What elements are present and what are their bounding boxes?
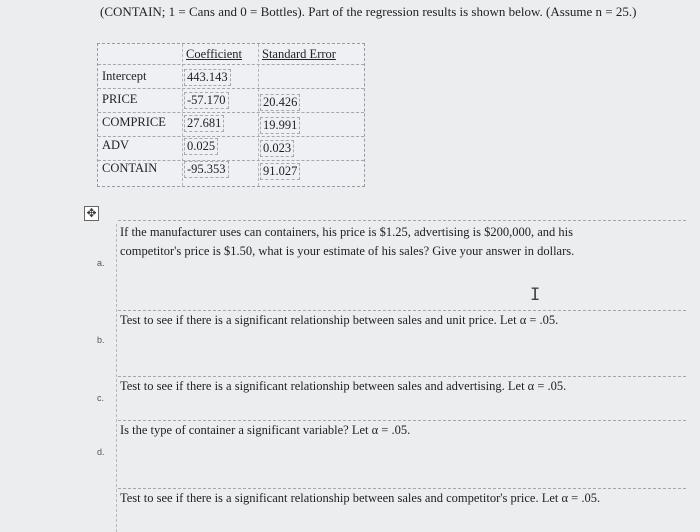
table-divider [98, 112, 364, 113]
table-divider [98, 136, 364, 137]
row-label-comprice: COMPRICE [102, 115, 166, 129]
question-c-text[interactable]: Test to see if there is a significant relationship between sales and advertising. Let α = .05. [120, 379, 567, 393]
se-comprice: 19.991 [260, 117, 300, 134]
question-b-text[interactable]: Test to see if there is a significant relationship between sales and unit price. Let α = .05. [120, 313, 559, 327]
row-label-contain: CONTAIN [102, 161, 158, 175]
table-divider [98, 88, 364, 89]
coef-adv: 0.025 [184, 138, 218, 155]
se-price: 20.426 [260, 94, 300, 111]
text-cursor-icon: I [530, 285, 541, 305]
question-margin [116, 224, 117, 532]
column-header-coefficient: Coefficient [186, 47, 242, 61]
question-e-text[interactable]: Test to see if there is a significant relationship between sales and competitor's price. Let α = .05. [120, 491, 601, 505]
problem-header: (CONTAIN; 1 = Cans and 0 = Bottles). Part of the regression results is shown below. (Assume n = 25.) [100, 4, 637, 19]
question-c-letter: c. [97, 393, 105, 403]
se-adv: 0.023 [260, 140, 294, 157]
question-b-letter: b. [97, 335, 105, 345]
row-label-price: PRICE [102, 92, 138, 106]
table-divider [258, 44, 259, 186]
coef-contain: -95.353 [184, 161, 229, 178]
table-divider [98, 64, 364, 65]
move-icon[interactable]: ✥ [84, 206, 99, 221]
column-header-standard-error: Standard Error [262, 47, 336, 61]
coef-intercept: 443.143 [184, 69, 231, 86]
question-d-text[interactable]: Is the type of container a significant variable? Let α = .05. [120, 423, 411, 437]
question-a-box [118, 220, 686, 221]
row-label-adv: ADV [102, 138, 130, 152]
coef-price: -57.170 [184, 92, 229, 109]
question-a-text[interactable]: If the manufacturer uses can containers, his price is $1.25, advertising is $200,000, and his competitor's price is $1.50, what is your estimate of his sales? Give your answer in dollars. [120, 225, 575, 258]
question-a-letter: a. [97, 258, 105, 268]
table-divider [182, 44, 183, 186]
coef-comprice: 27.681 [184, 115, 224, 132]
regression-table [97, 43, 365, 187]
row-label-intercept: Intercept [102, 69, 147, 83]
question-d-letter: d. [97, 447, 105, 457]
se-contain: 91.027 [260, 163, 300, 180]
